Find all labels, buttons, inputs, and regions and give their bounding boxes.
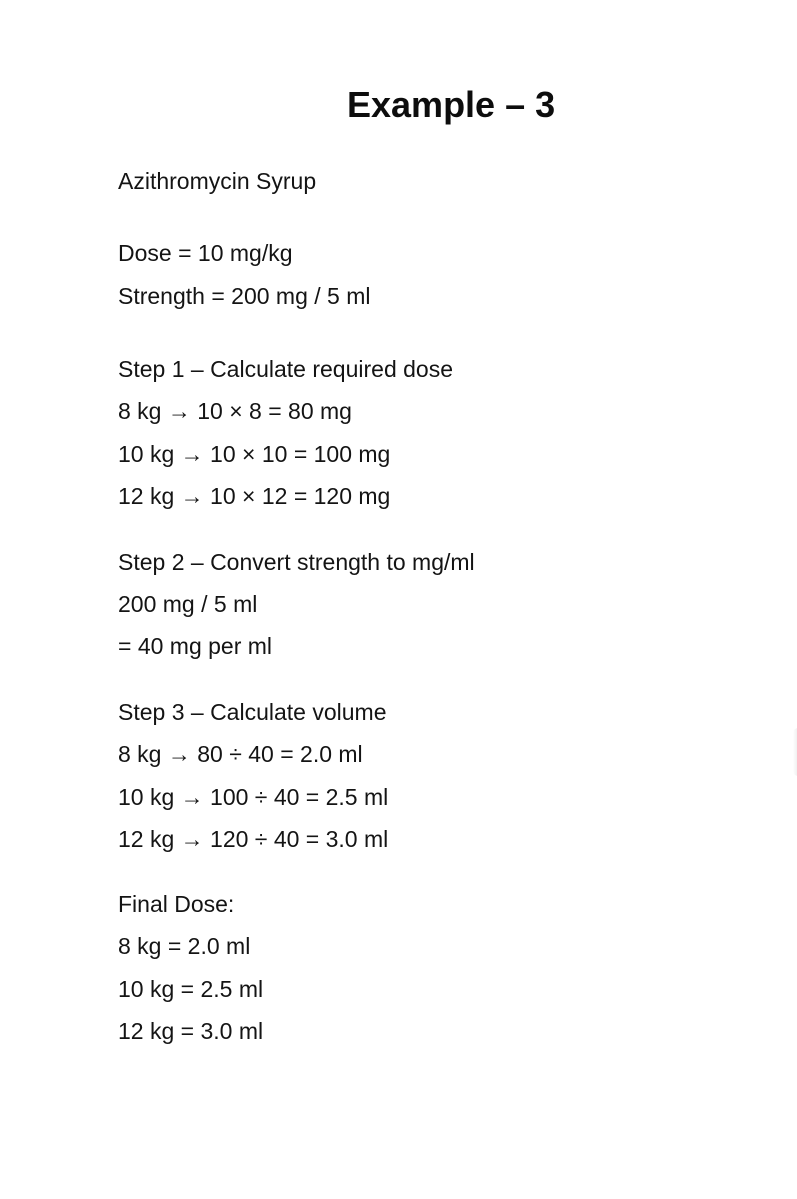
final-heading: Final Dose: bbox=[118, 891, 235, 917]
step2-heading: Step 2 – Convert strength to mg/ml bbox=[118, 549, 475, 575]
step3-heading: Step 3 – Calculate volume bbox=[118, 699, 387, 725]
strength-line: Strength = 200 mg / 5 ml bbox=[118, 283, 371, 309]
final-line: 12 kg = 3.0 ml bbox=[118, 1018, 264, 1044]
final-line: 8 kg = 2.0 ml bbox=[118, 933, 251, 959]
step1-line: 8 kg → 10 × 8 = 80 mg bbox=[118, 398, 352, 424]
step3-line: 8 kg → 80 ÷ 40 = 2.0 ml bbox=[118, 741, 363, 767]
step1-line: 12 kg → 10 × 12 = 120 mg bbox=[118, 483, 391, 509]
dose-line: Dose = 10 mg/kg bbox=[118, 240, 293, 266]
final-line: 10 kg = 2.5 ml bbox=[118, 976, 264, 1002]
step3-line: 12 kg → 120 ÷ 40 = 3.0 ml bbox=[118, 826, 389, 852]
step1-line: 10 kg → 10 × 10 = 100 mg bbox=[118, 441, 391, 467]
page-title: Example – 3 bbox=[347, 84, 556, 125]
step2-line: 200 mg / 5 ml bbox=[118, 591, 258, 617]
step2-line: = 40 mg per ml bbox=[118, 633, 273, 659]
step1-heading: Step 1 – Calculate required dose bbox=[118, 356, 453, 382]
page-edge-shadow bbox=[793, 728, 797, 776]
drug-name: Azithromycin Syrup bbox=[118, 168, 317, 194]
step3-line: 10 kg → 100 ÷ 40 = 2.5 ml bbox=[118, 784, 389, 810]
